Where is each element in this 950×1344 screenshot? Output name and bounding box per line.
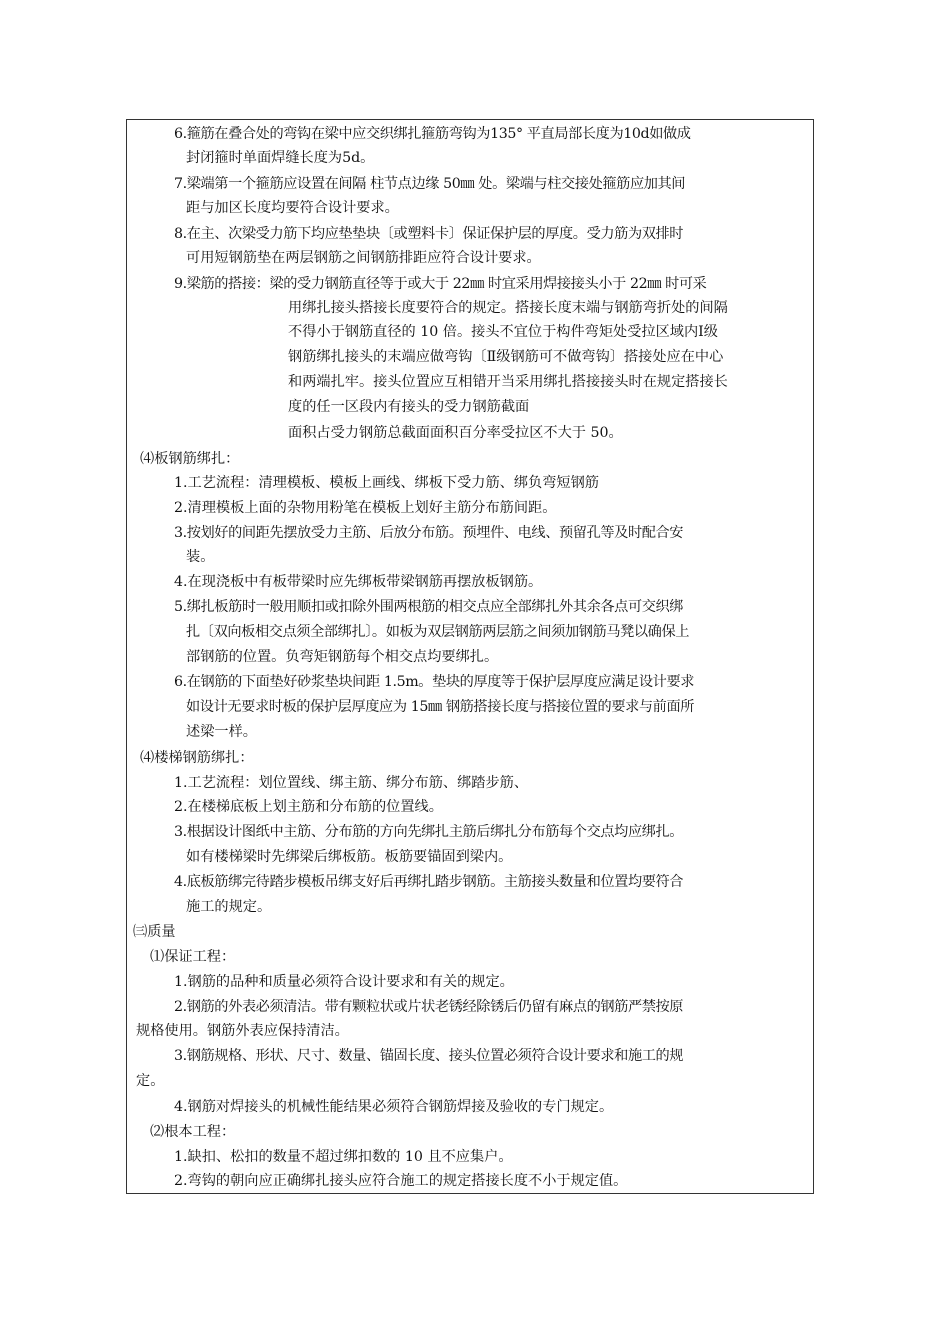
text-line: 用绑扎接头搭接长度要符合的规定。搭接长度末端与钢筋弯折处的间隔 (288, 300, 728, 316)
text-line: 4.底板筋绑完待踏步模板吊绑支好后再绑扎踏步钢筋。主筋接头数量和位置均要符合 (174, 874, 684, 890)
text-line: 6.箍筋在叠合处的弯钩在梁中应交织绑扎箍筋弯钩为135° 平直局部长度为10d如做成 (174, 126, 691, 142)
text-line: 距与加区长度均要符合设计要求。 (186, 200, 399, 216)
text-line: 施工的规定。 (186, 899, 272, 915)
text-line: 2.在楼梯底板上划主筋和分布筋的位置线。 (174, 799, 443, 815)
text-line: 5.绑扎板筋时一般用顺扣或扣除外围两根筋的相交点应全部绑扎外其余各点可交织绑 (174, 599, 684, 615)
text-line: 3.钢筋规格、形状、尺寸、数量、锚固长度、接头位置必须符合设计要求和施工的规 (174, 1048, 684, 1064)
text-line: 2.弯钩的朝向应正确绑扎接头应符合施工的规定搭接长度不小于规定值。 (174, 1173, 628, 1189)
text-line: 面积占受力钢筋总截面面积百分率受拉区不大于 50。 (288, 425, 623, 441)
text-line: 4.在现浇板中有板带梁时应先绑板带梁钢筋再摆放板钢筋。 (174, 574, 543, 590)
text-line: 1.钢筋的品种和质量必须符合设计要求和有关的规定。 (174, 974, 514, 990)
text-line: 度的任一区段内有接头的受力钢筋截面 (288, 399, 530, 415)
text-line: 3.按划好的间距先摆放受力主筋、后放分布筋。预埋件、电线、预留孔等及时配合安 (174, 525, 684, 541)
text-line: 1.工艺流程：划位置线、绑主筋、绑分布筋、绑踏步筋、 (174, 775, 529, 791)
text-line: 如有楼梯梁时先绑梁后绑板筋。板筋要锚固到梁内。 (186, 849, 513, 865)
text-line: 扎〔双向板相交点须全部绑扎〕。如板为双层钢筋两层筋之间须加钢筋马凳以确保上 (186, 624, 690, 640)
text-line: 如设计无要求时板的保护层厚度应为 15㎜ 钢筋搭接长度与搭接位置的要求与前面所 (186, 699, 695, 715)
text-line: 8.在主、次梁受力筋下均应垫垫块〔或塑料卡〕保证保护层的厚度。受力筋为双排时 (174, 226, 684, 242)
section-heading: ㈢质量 (133, 924, 176, 940)
text-line: 3.根据设计图纸中主筋、分布筋的方向先绑扎主筋后绑扎分布筋每个交点均应绑扎。 (174, 824, 684, 840)
text-line: 1.缺扣、松扣的数量不超过绑扣数的 10 且不应集户。 (174, 1149, 513, 1165)
section-heading: ⑷楼梯钢筋绑扎： (140, 750, 254, 766)
text-line: 9.梁筋的搭接：梁的受力钢筋直径等于或大于 22㎜ 时宜采用焊接接头小于 22㎜ 时可采 (174, 276, 707, 292)
text-line: 2.清理模板上面的杂物用粉笔在模板上划好主筋分布筋间距。 (174, 500, 557, 516)
text-line: 和两端扎牢。接头位置应互相错开当采用绑扎搭接接头时在规定搭接长 (288, 374, 728, 390)
text-line: 装。 (186, 549, 215, 565)
text-line: 可用短钢筋垫在两层钢筋之间钢筋排距应符合设计要求。 (186, 250, 541, 266)
text-line: 2.钢筋的外表必须清洁。带有颗粒状或片状老锈经除锈后仍留有麻点的钢筋严禁按原 (174, 999, 684, 1015)
text-line: 7.梁端第一个箍筋应设置在间隔 柱节点边缘 50㎜ 处。梁端与柱交接处箍筋应加其间 (174, 176, 686, 192)
section-heading: ⑷板钢筋绑扎： (140, 451, 240, 467)
text-line: 述梁一样。 (186, 724, 257, 740)
text-line: 规格使用。钢筋外表应保持清洁。 (136, 1023, 349, 1039)
text-line: 定。 (136, 1073, 165, 1089)
text-line: 6.在钢筋的下面垫好砂浆垫块间距 1.5m。垫块的厚度等于保护层厚度应满足设计要求 (174, 674, 695, 690)
text-line: 不得小于钢筋直径的 10 倍。接头不宜位于构件弯矩处受拉区域内Ⅰ级 (288, 324, 718, 340)
section-heading: ⑵根本工程： (150, 1124, 236, 1140)
text-line: 1.工艺流程：清理模板、模板上画线、绑板下受力筋、绑负弯短钢筋 (174, 475, 599, 491)
section-heading: ⑴保证工程： (150, 949, 236, 965)
text-line: 封闭箍时单面焊缝长度为5d。 (186, 150, 375, 166)
text-line: 钢筋绑扎接头的末端应做弯钩〔Ⅱ级钢筋可不做弯钩〕搭接处应在中心 (288, 349, 724, 365)
text-line: 部钢筋的位置。负弯矩钢筋每个相交点均要绑扎。 (186, 649, 499, 665)
text-line: 4.钢筋对焊接头的机械性能结果必须符合钢筋焊接及验收的专门规定。 (174, 1099, 614, 1115)
